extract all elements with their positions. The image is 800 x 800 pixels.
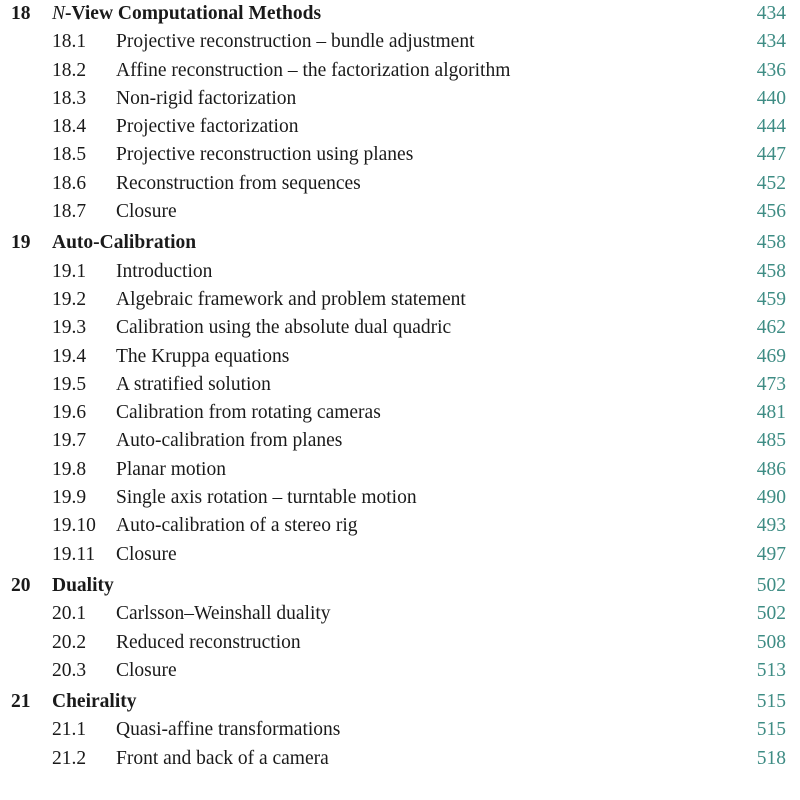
chapter-title-prefix: N xyxy=(52,3,66,24)
section-number: 20.3 xyxy=(52,659,87,681)
section-number: 19.1 xyxy=(52,260,87,282)
chapter-21 xyxy=(0,688,800,773)
section-page-number[interactable]: 497 xyxy=(756,543,786,565)
section-number: 19.7 xyxy=(52,430,87,452)
section-entry[interactable] xyxy=(0,85,800,113)
section-title: Affine reconstruction – the factorization algorithm xyxy=(116,59,511,81)
section-number: 20.1 xyxy=(52,603,87,625)
section-entry[interactable] xyxy=(0,170,800,198)
section-entry[interactable] xyxy=(0,258,800,286)
chapter-heading[interactable] xyxy=(0,572,800,600)
section-page-number[interactable]: 440 xyxy=(756,87,786,109)
chapter-number: 18 xyxy=(11,3,31,24)
section-page-number[interactable]: 513 xyxy=(756,659,786,681)
section-entry[interactable] xyxy=(0,600,800,628)
section-entry[interactable] xyxy=(0,57,800,85)
chapter-18 xyxy=(0,0,800,229)
section-number: 19.9 xyxy=(52,487,87,509)
section-number: 18.1 xyxy=(52,31,87,53)
section-number: 19.11 xyxy=(52,543,96,565)
chapter-heading[interactable] xyxy=(0,0,800,28)
section-page-number[interactable]: 493 xyxy=(756,515,786,537)
section-number: 20.2 xyxy=(52,631,87,653)
section-page-number[interactable]: 458 xyxy=(756,260,786,282)
section-entry[interactable] xyxy=(0,456,800,484)
section-number: 18.3 xyxy=(52,87,87,109)
section-entry[interactable] xyxy=(0,541,800,569)
section-title: Closure xyxy=(116,659,177,681)
section-title: Closure xyxy=(116,201,177,223)
section-title: Quasi-affine transformations xyxy=(116,719,341,741)
section-page-number[interactable]: 473 xyxy=(756,373,786,395)
section-page-number[interactable]: 508 xyxy=(756,631,786,653)
section-title: A stratified solution xyxy=(116,373,271,395)
chapter-page-number[interactable]: 458 xyxy=(756,232,786,254)
section-page-number[interactable]: 436 xyxy=(756,59,786,81)
section-number: 18.6 xyxy=(52,172,87,194)
chapter-title-text: Duality xyxy=(52,574,114,596)
section-page-number[interactable]: 456 xyxy=(756,201,786,223)
section-page-number[interactable]: 452 xyxy=(756,172,786,194)
section-number: 19.5 xyxy=(52,373,87,395)
section-number: 18.7 xyxy=(52,201,87,223)
section-number: 19.10 xyxy=(52,515,96,537)
section-number: 18.2 xyxy=(52,59,87,81)
section-entry[interactable] xyxy=(0,28,800,56)
section-title: Planar motion xyxy=(116,458,226,480)
chapter-20 xyxy=(0,572,800,688)
section-page-number[interactable]: 485 xyxy=(756,430,786,452)
chapter-title xyxy=(52,688,136,716)
chapter-title-text: -View Computational Methods xyxy=(65,3,322,24)
section-title: Projective reconstruction using planes xyxy=(116,144,414,166)
section-entry[interactable] xyxy=(0,657,800,685)
section-title: Carlsson–Weinshall duality xyxy=(116,603,331,625)
chapter-page-number[interactable]: 434 xyxy=(756,3,786,24)
section-entry[interactable] xyxy=(0,343,800,371)
section-title: Algebraic framework and problem statement xyxy=(116,288,466,310)
chapter-number: 19 xyxy=(11,232,31,254)
chapter-title xyxy=(52,572,114,600)
section-page-number[interactable]: 462 xyxy=(756,317,786,339)
chapter-page-number[interactable]: 502 xyxy=(756,574,786,596)
section-title: Reduced reconstruction xyxy=(116,631,301,653)
section-title: Introduction xyxy=(116,260,213,282)
chapter-19 xyxy=(0,229,800,572)
section-entry[interactable] xyxy=(0,629,800,657)
section-page-number[interactable]: 515 xyxy=(756,719,786,741)
chapter-number: 21 xyxy=(11,691,31,713)
section-title: Projective reconstruction – bundle adjustment xyxy=(116,31,475,53)
section-title: Single axis rotation – turntable motion xyxy=(116,487,417,509)
section-title: Reconstruction from sequences xyxy=(116,172,361,194)
section-title: Auto-calibration of a stereo rig xyxy=(116,515,358,537)
section-title: Auto-calibration from planes xyxy=(116,430,343,452)
section-title: Calibration from rotating cameras xyxy=(116,402,381,424)
chapter-title xyxy=(52,229,196,257)
section-entry[interactable] xyxy=(0,427,800,455)
section-page-number[interactable]: 447 xyxy=(756,144,786,166)
section-title: Closure xyxy=(116,543,177,565)
section-page-number[interactable]: 469 xyxy=(756,345,786,367)
section-entry[interactable] xyxy=(0,399,800,427)
section-page-number[interactable]: 486 xyxy=(756,458,786,480)
section-page-number[interactable]: 490 xyxy=(756,487,786,509)
section-title: Projective factorization xyxy=(116,116,299,138)
chapter-page-number[interactable]: 515 xyxy=(756,691,786,713)
section-title: Front and back of a camera xyxy=(116,747,329,769)
chapter-heading[interactable] xyxy=(0,229,800,257)
section-entry[interactable] xyxy=(0,314,800,342)
section-title: Non-rigid factorization xyxy=(116,87,297,109)
section-entry[interactable] xyxy=(0,745,800,773)
section-page-number[interactable]: 518 xyxy=(756,747,786,769)
section-entry[interactable] xyxy=(0,716,800,744)
section-number: 19.4 xyxy=(52,345,87,367)
section-entry[interactable] xyxy=(0,141,800,169)
section-entry[interactable] xyxy=(0,371,800,399)
section-entry[interactable] xyxy=(0,198,800,226)
section-number: 21.1 xyxy=(52,719,87,741)
section-number: 18.5 xyxy=(52,144,87,166)
section-page-number[interactable]: 481 xyxy=(756,402,786,424)
section-entry[interactable] xyxy=(0,512,800,540)
section-number: 19.2 xyxy=(52,288,87,310)
chapter-title xyxy=(52,0,321,28)
section-entry[interactable] xyxy=(0,286,800,314)
section-page-number[interactable]: 444 xyxy=(756,116,786,138)
chapter-heading[interactable] xyxy=(0,688,800,716)
section-number: 19.6 xyxy=(52,402,87,424)
section-title: The Kruppa equations xyxy=(116,345,290,367)
section-entry[interactable] xyxy=(0,113,800,141)
section-number: 19.3 xyxy=(52,317,87,339)
section-number: 21.2 xyxy=(52,747,87,769)
section-page-number[interactable]: 459 xyxy=(756,288,786,310)
chapter-title-text: Cheirality xyxy=(52,691,137,713)
chapter-number: 20 xyxy=(11,574,31,596)
section-page-number[interactable]: 434 xyxy=(756,31,786,53)
section-number: 19.8 xyxy=(52,458,87,480)
section-number: 18.4 xyxy=(52,116,87,138)
section-title: Calibration using the absolute dual quadric xyxy=(116,317,452,339)
section-page-number[interactable]: 502 xyxy=(756,603,786,625)
section-entry[interactable] xyxy=(0,484,800,512)
chapter-title-text: Auto-Calibration xyxy=(52,232,197,254)
